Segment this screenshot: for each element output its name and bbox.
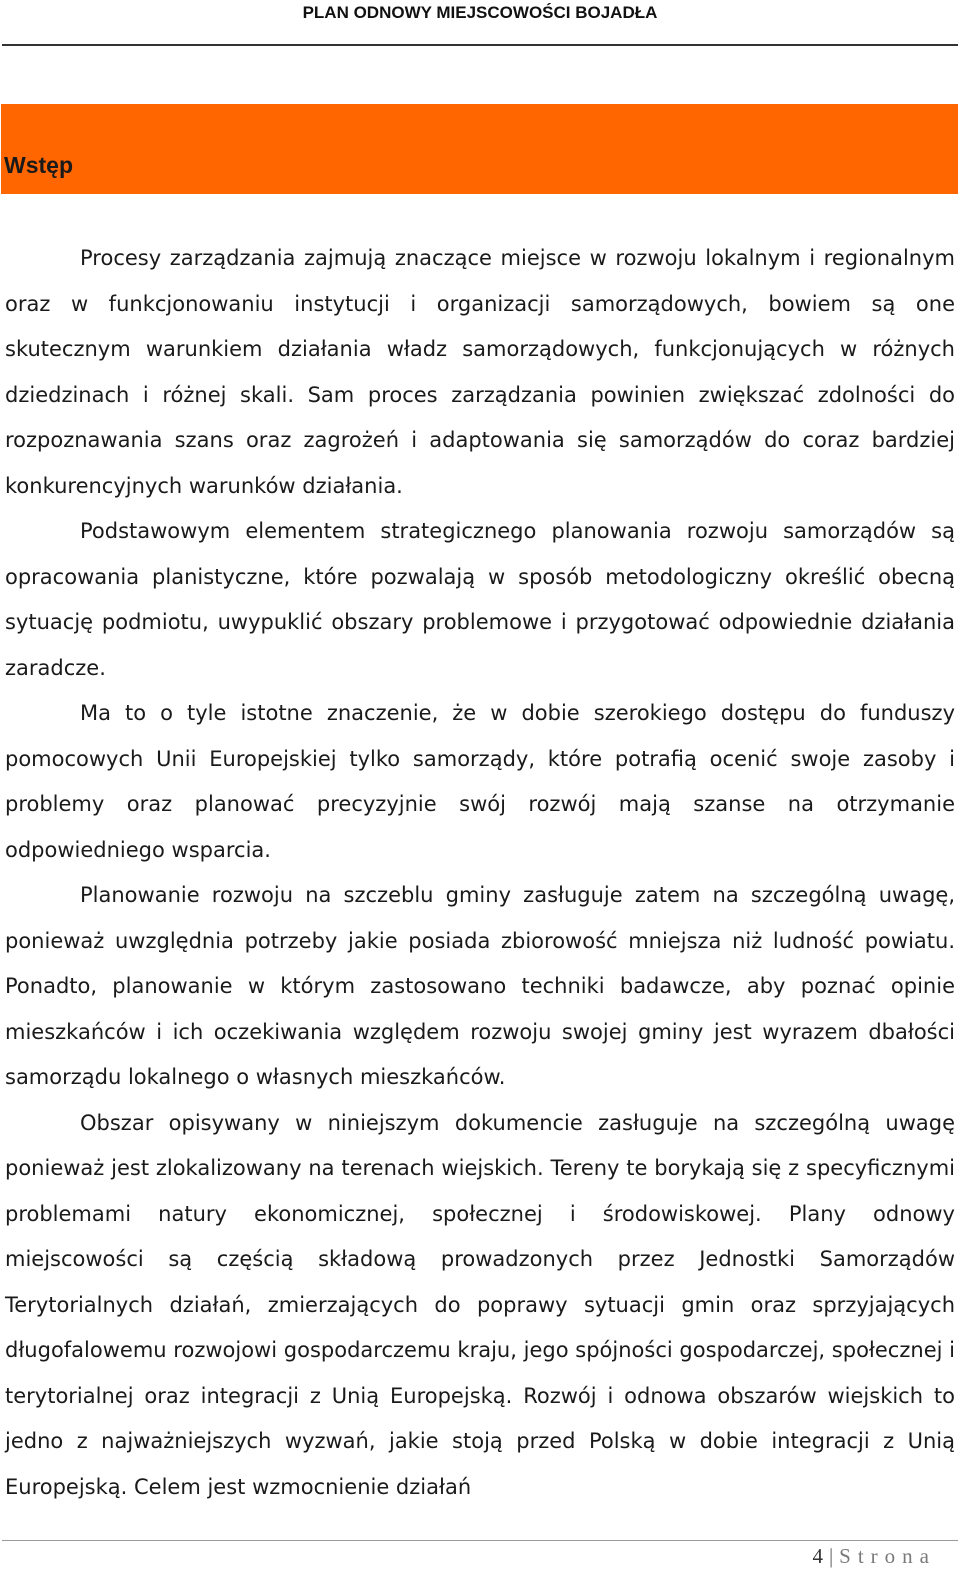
page-number: [812, 1543, 936, 1569]
section-title: Wstęp: [4, 152, 73, 178]
page-label: Strona: [839, 1544, 936, 1568]
section-heading-band: [1, 104, 958, 194]
paragraph: Planowanie rozwoju na szczeblu gminy zasługuje zatem na szczególną uwagę, ponieważ uwzględnia potrzeby jakie posiada zbiorowość mniejsza niż ludność powiatu. Ponadto, planowanie w którym zastosowano techniki badawcze, aby poznać opinie mieszkańców i ich oczekiwania względem rozwoju swojej gminy jest wyrazem dbałości samorządu lokalnego o własnych mieszkańców.: [5, 883, 955, 1089]
footer-divider: [2, 1540, 958, 1541]
document-header-title: PLAN ODNOWY MIEJSCOWOŚCI BOJADŁA: [302, 3, 658, 22]
page-number-value: 4: [812, 1544, 823, 1568]
paragraph: Obszar opisywany w niniejszym dokumencie zasługuje na szczególną uwagę ponieważ jest zlokalizowany na terenach wiejskich. Tereny te borykają się z specyficznymi problemami natury ekonomicznej, społecznej i środowiskowej. Plany odnowy miejscowości są częścią składową prowadzonych przez Jednostki Samorządów Terytorialnych działań, zmierzających do poprawy sytuacji gmin oraz sprzyjających długofalowemu rozwojowi gospodarczemu kraju, jego spójności gospodarczej, społecznej i terytorialnej oraz integracji z Unią Europejską. Rozwój i odnowa obszarów wiejskich to jedno z najważniejszych wyzwań, jakie stoją przed Polską w dobie integracji z Unią Europejską. Celem jest wzmocnienie działań: [5, 1110, 955, 1499]
paragraph: Procesy zarządzania zajmują znaczące miejsce w rozwoju lokalnym i regionalnym oraz w funkcjonowaniu instytucji i organizacji samorządowych, bowiem są one skutecznym warunkiem działania władz samorządowych, funkcjonujących w różnych dziedzinach i różnej skali. Sam proces zarządzania powinien zwiększać zdolności do rozpoznawania szans oraz zagrożeń i adaptowania się samorządów do coraz bardziej konkurencyjnych warunków działania.: [5, 246, 955, 498]
paragraph: Ma to o tyle istotne znaczenie, że w dobie szerokiego dostępu do funduszy pomocowych Unii Europejskiej tylko samorządy, które potrafią ocenić swoje zasoby i problemy oraz planować precyzyjnie swój rozwój mają szanse na otrzymanie odpowiedniego wsparcia.: [5, 701, 955, 862]
page-number-separator: |: [828, 1544, 834, 1568]
paragraph: Podstawowym elementem strategicznego planowania rozwoju samorządów są opracowania planistyczne, które pozwalają w sposób metodologiczny określić obecną sytuację podmiotu, uwypuklić obszary problemowe i przygotować odpowiednie działania zaradcze.: [5, 519, 955, 680]
header-divider: [2, 44, 958, 46]
body-text: [5, 236, 955, 1510]
